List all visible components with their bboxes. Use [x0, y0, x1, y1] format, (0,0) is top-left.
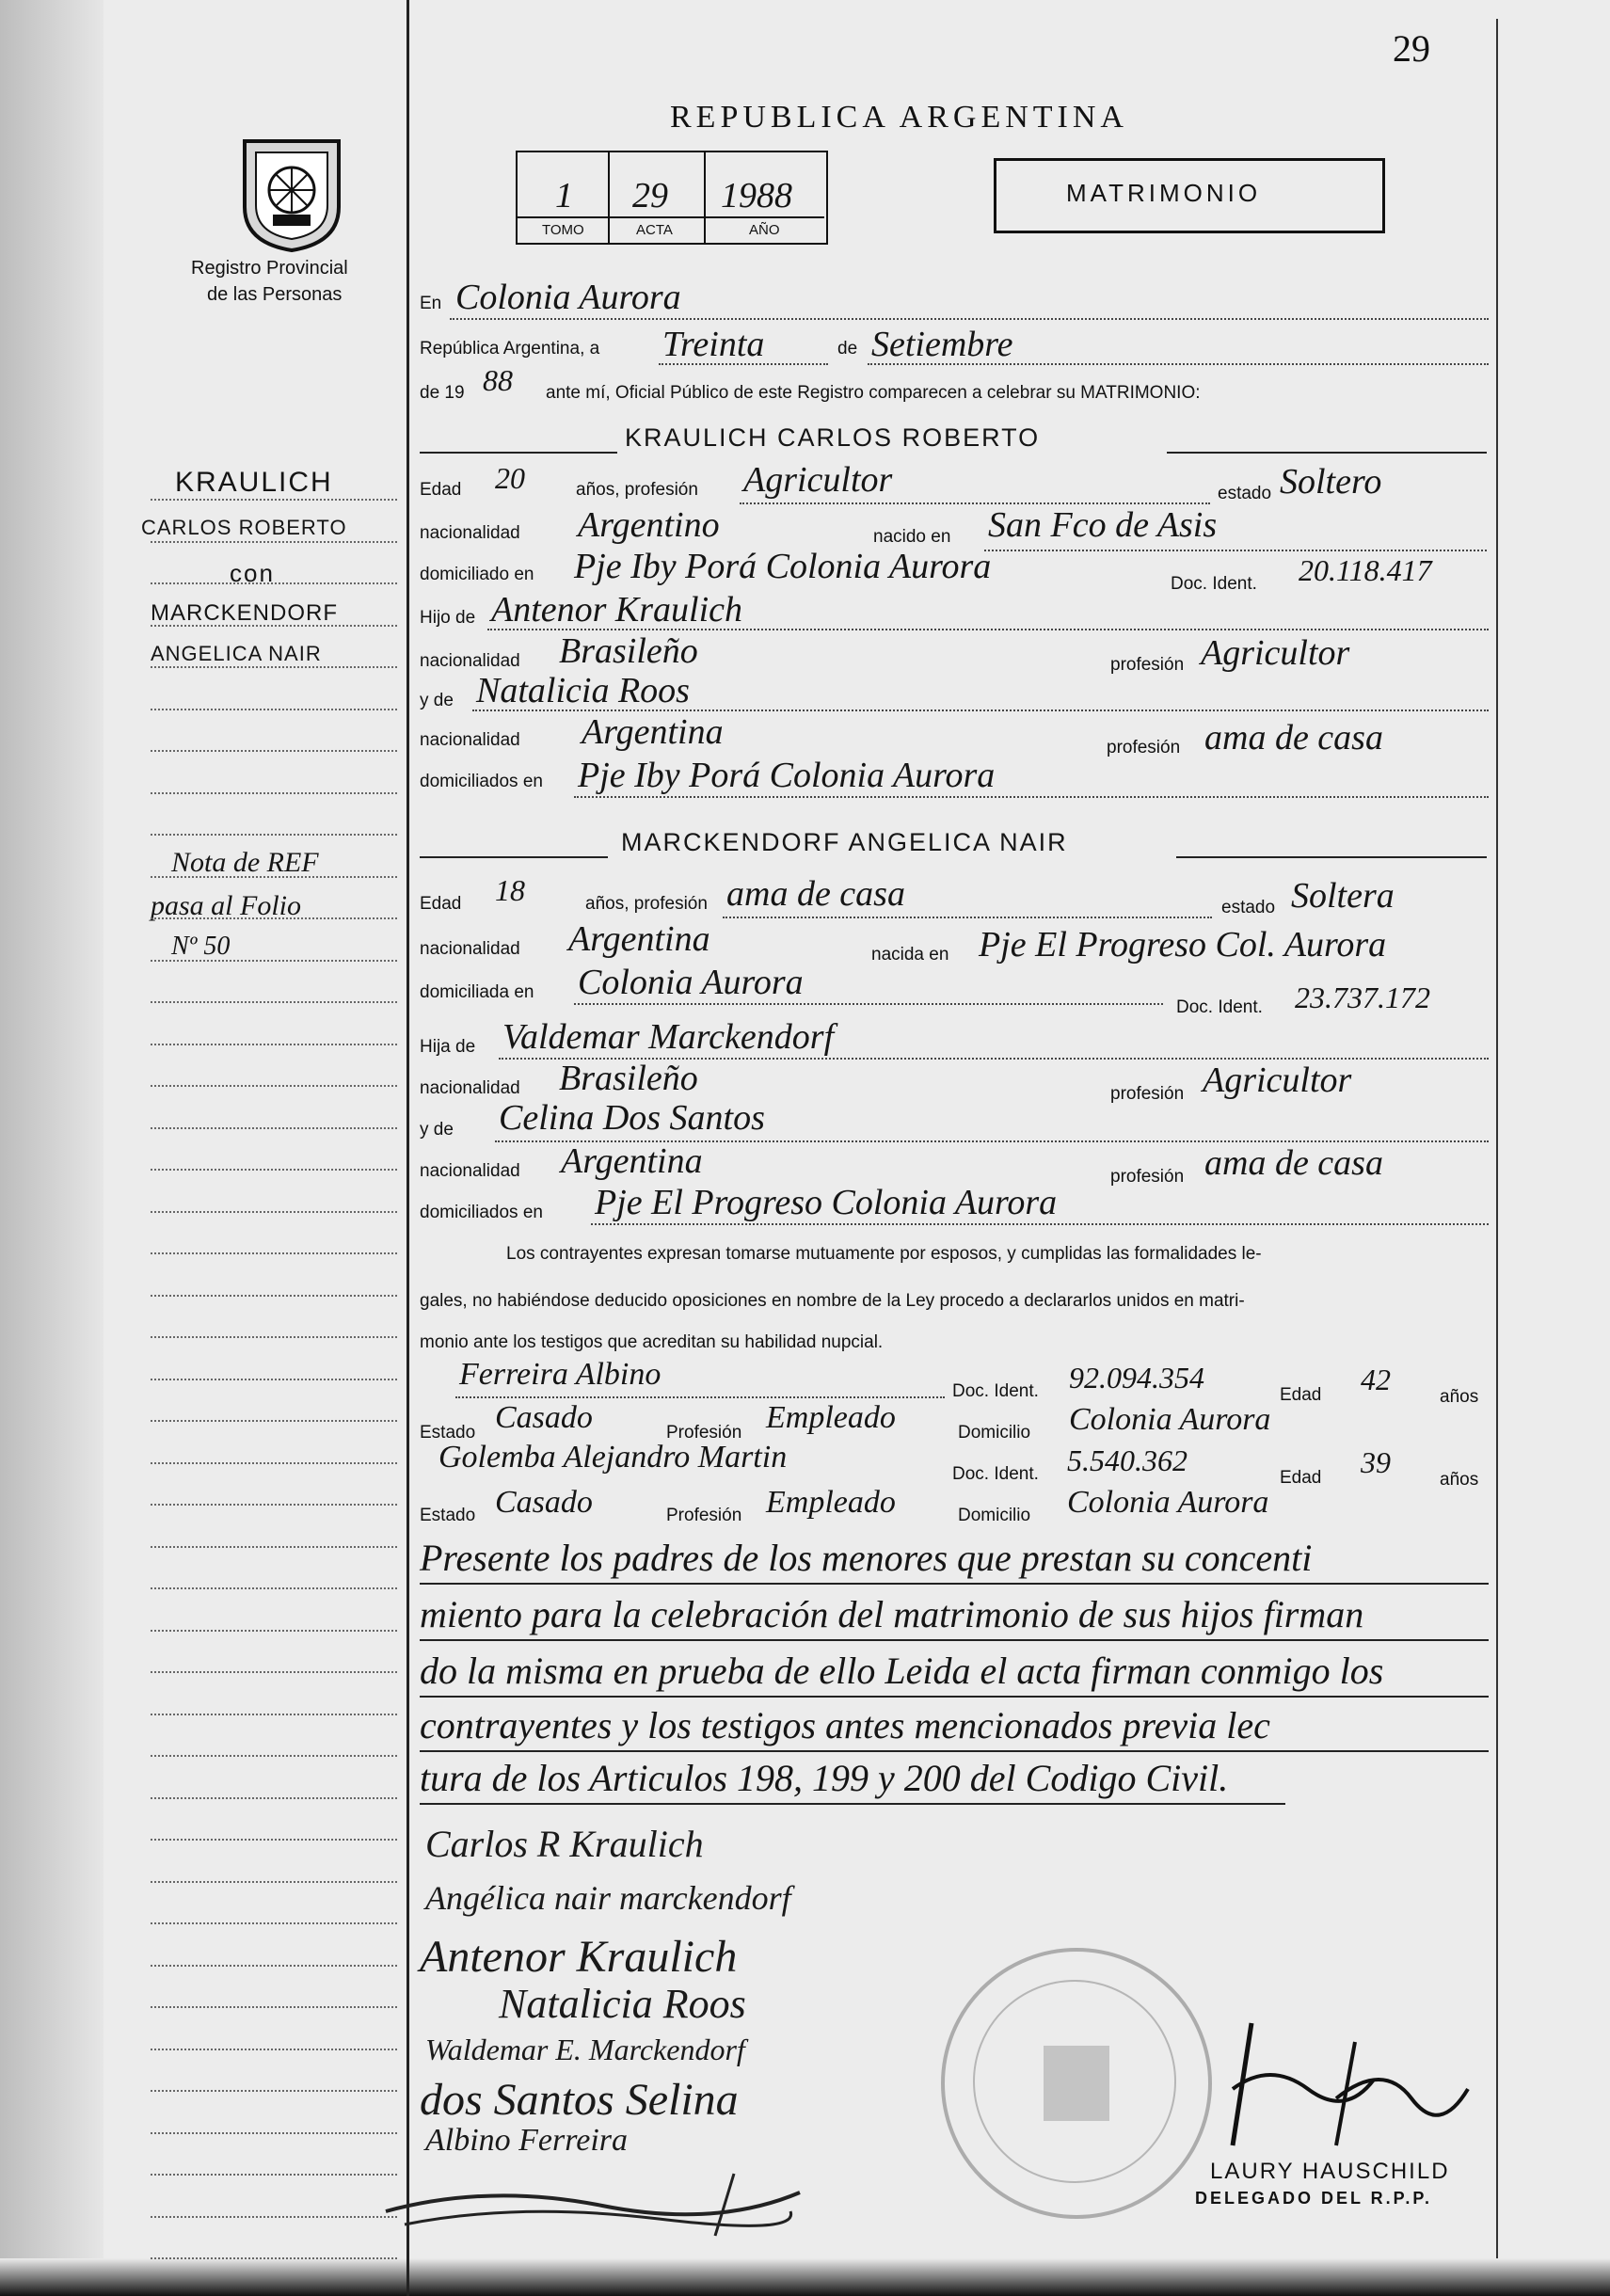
signature-bride-father: Waldemar E. Marckendorf: [425, 2033, 745, 2066]
official-round-stamp: [941, 1948, 1212, 2219]
margin-rule: [151, 499, 397, 501]
witness-label-estado: Estado: [420, 1423, 476, 1443]
province-seal: [235, 132, 348, 254]
header-place: Colonia Aurora: [455, 278, 681, 317]
page-number: 29: [1393, 27, 1430, 70]
margin-note-4: MARCKENDORF: [151, 600, 339, 626]
margin-rule: [151, 1839, 397, 1841]
margin-ref-3: Nº 50: [171, 932, 231, 961]
margin-rule: [151, 1881, 397, 1883]
signature-groom-father: Antenor Kraulich: [420, 1932, 738, 1982]
label-hija-de: Hija de: [420, 1037, 476, 1057]
groom-parents-domicilio: Pje Iby Porá Colonia Aurora: [578, 756, 996, 795]
label-profesion: profesión: [1110, 655, 1185, 675]
witness-label-doc: Doc. Ident.: [952, 1464, 1039, 1484]
groom-father-profesion: Agricultor: [1201, 633, 1350, 673]
label-domiciliados-en: domiciliados en: [420, 772, 543, 791]
margin-rule: [151, 709, 397, 710]
label-profesion: profesión: [1110, 1167, 1185, 1187]
signature-scribble: [376, 2164, 809, 2244]
note-line-5: tura de los Articulos 198, 199 y 200 del Codigo Civil.: [420, 1757, 1229, 1799]
witness-label-estado: Estado: [420, 1506, 476, 1525]
witness-label-domicilio: Domicilio: [958, 1423, 1031, 1443]
margin-rule: [151, 1630, 397, 1632]
margin-rule: [151, 1169, 397, 1171]
witness-2-profesion: Empleado: [766, 1485, 896, 1520]
note-line-2: miento para la celebración del matrimonio de sus hijos firman: [420, 1593, 1364, 1635]
groom-edad: 20: [495, 461, 525, 495]
signature-groom: Carlos R Kraulich: [425, 1823, 704, 1865]
label-domiciliada-en: domiciliada en: [420, 982, 534, 1002]
groom-mother-profesion: ama de casa: [1204, 718, 1383, 757]
stamp-name: LAURY HAUSCHILD: [1210, 2159, 1450, 2184]
bride-mother: Celina Dos Santos: [499, 1098, 765, 1138]
en-label: En: [420, 294, 442, 313]
margin-rule: [151, 2216, 397, 2218]
margin-rule: [151, 1755, 397, 1757]
margin-rule: [151, 2132, 397, 2134]
label-nacido-en: nacido en: [873, 527, 951, 547]
bride-father: Valdemar Marckendorf: [502, 1017, 835, 1057]
registry-line-2: de las Personas: [207, 284, 343, 305]
bride-mother-profesion: ama de casa: [1204, 1143, 1383, 1183]
ante-text: ante mí, Oficial Público de este Registro comparecen a celebrar su MATRIMONIO:: [546, 383, 1201, 403]
margin-rule: [151, 960, 397, 962]
header-month: Setiembre: [871, 325, 1013, 364]
margin-rule: [151, 1797, 397, 1799]
header-day: Treinta: [662, 325, 765, 364]
margin-rule: [151, 917, 397, 919]
margin-rule: [151, 750, 397, 752]
witness-1-domicilio: Colonia Aurora: [1069, 1402, 1271, 1437]
witness-1-doc: 92.094.354: [1069, 1361, 1204, 1395]
groom-father: Antenor Kraulich: [491, 590, 743, 630]
signature-groom-mother: Natalicia Roos: [499, 1981, 746, 2027]
tomo-value: 1: [555, 176, 573, 215]
tomo-label: TOMO: [542, 222, 584, 238]
note-line-3: do la misma en prueba de ello Leida el acta firman conmigo los: [420, 1650, 1384, 1692]
witness-2-doc: 5.540.362: [1067, 1443, 1188, 1477]
note-line-4: contrayentes y los testigos antes mencionados previa lec: [420, 1704, 1270, 1746]
label-nacida-en: nacida en: [871, 945, 949, 965]
margin-rule: [151, 1211, 397, 1213]
witness-label-profesion: Profesión: [666, 1423, 742, 1443]
margin-rule: [151, 1965, 397, 1967]
label-nacionalidad: nacionalidad: [420, 1078, 520, 1098]
label-nacionalidad: nacionalidad: [420, 1161, 520, 1181]
stamp-title: DELEGADO DEL R.P.P.: [1195, 2189, 1433, 2208]
label-profesion: profesión: [1110, 1084, 1185, 1104]
margin-rule: [151, 1546, 397, 1548]
witness-2-estado: Casado: [495, 1485, 593, 1520]
signature-bride: Angélica nair marckendorf: [425, 1879, 791, 1917]
bride-mother-nacionalidad: Argentina: [561, 1141, 703, 1181]
witness-1-name: Ferreira Albino: [459, 1357, 662, 1392]
witness-label-anos: años: [1440, 1387, 1479, 1407]
witness-2-domicilio: Colonia Aurora: [1067, 1485, 1269, 1520]
label-nacionalidad: nacionalidad: [420, 939, 520, 959]
margin-divider: [406, 0, 409, 2296]
groom-name: KRAULICH CARLOS ROBERTO: [625, 423, 1041, 452]
groom-mother: Natalicia Roos: [476, 671, 690, 710]
margin-rule: [151, 1127, 397, 1129]
margin-rule: [151, 1044, 397, 1045]
bride-edad: 18: [495, 873, 525, 907]
witness-2-edad: 39: [1361, 1445, 1391, 1479]
republica-label: República Argentina, a: [420, 339, 600, 359]
groom-mother-nacionalidad: Argentina: [582, 712, 724, 752]
margin-rule: [151, 792, 397, 794]
bride-parents-domicilio: Pje El Progreso Colonia Aurora: [595, 1183, 1058, 1222]
groom-domicilio: Pje Iby Porá Colonia Aurora: [574, 547, 992, 586]
groom-nacionalidad: Argentino: [578, 505, 720, 545]
margin-rule: [151, 2090, 397, 2092]
margin-ref-2: pasa al Folio: [151, 890, 302, 921]
label-nacionalidad: nacionalidad: [420, 730, 520, 750]
margin-rule: [151, 1295, 397, 1297]
declaration-line-2: gales, no habiéndose deducido oposiciones en nombre de la Ley procedo a declararlos unidos en matri-: [420, 1291, 1245, 1311]
year-label: de 19: [420, 383, 465, 403]
groom-nacido-en: San Fco de Asis: [988, 505, 1218, 545]
label-estado: estado: [1221, 898, 1276, 917]
label-anos-profesion: años, profesión: [576, 480, 698, 500]
margin-rule: [151, 2006, 397, 2008]
margin-rule: [151, 1462, 397, 1464]
margin-rule: [151, 666, 397, 668]
label-y-de: y de: [420, 691, 454, 710]
witness-label-edad: Edad: [1280, 1468, 1322, 1488]
bride-domicilio: Colonia Aurora: [578, 963, 804, 1002]
bride-estado: Soltera: [1291, 876, 1395, 916]
country-title: REPUBLICA ARGENTINA: [670, 100, 1128, 135]
bride-doc: 23.737.172: [1295, 981, 1430, 1014]
margin-rule: [151, 1922, 397, 1924]
bride-father-profesion: Agricultor: [1203, 1060, 1352, 1100]
margin-rule: [151, 1714, 397, 1715]
acta-value: 29: [632, 176, 668, 215]
right-border: [1496, 19, 1498, 2258]
official-signature: [1214, 2004, 1477, 2160]
groom-father-nacionalidad: Brasileño: [559, 631, 698, 671]
label-doc-ident: Doc. Ident.: [1171, 574, 1257, 594]
seal-icon: [235, 132, 348, 254]
margin-rule: [151, 541, 397, 543]
label-edad: Edad: [420, 894, 462, 914]
margin-rule: [151, 625, 397, 627]
header-year: 88: [483, 363, 513, 397]
declaration-line-1: Los contrayentes expresan tomarse mutuamente por esposos, y cumplidas las formalidades le-: [506, 1244, 1262, 1264]
margin-rule: [151, 2174, 397, 2176]
ano-label: AÑO: [749, 222, 780, 238]
de-label: de: [837, 339, 858, 359]
label-hijo-de: Hijo de: [420, 608, 476, 628]
margin-rule: [151, 1336, 397, 1338]
margin-rule: [151, 1671, 397, 1673]
margin-rule: [151, 834, 397, 836]
margin-rule: [151, 1504, 397, 1506]
label-nacionalidad: nacionalidad: [420, 651, 520, 671]
label-anos-profesion: años, profesión: [585, 894, 708, 914]
margin-rule: [151, 1252, 397, 1254]
doc-type: MATRIMONIO: [1066, 179, 1262, 207]
note-line-1: Presente los padres de los menores que prestan su concenti: [420, 1537, 1313, 1579]
declaration-line-3: monio ante los testigos que acreditan su habilidad nupcial.: [420, 1332, 884, 1352]
label-y-de: y de: [420, 1120, 454, 1140]
margin-note-2: CARLOS ROBERTO: [141, 516, 347, 539]
witness-2-name: Golemba Alejandro Martin: [438, 1440, 788, 1475]
margin-rule: [151, 1379, 397, 1380]
margin-rule: [151, 1001, 397, 1003]
groom-doc: 20.118.417: [1299, 553, 1432, 587]
label-edad: Edad: [420, 480, 462, 500]
label-domiciliados-en: domiciliados en: [420, 1203, 543, 1222]
label-profesion: profesión: [1107, 738, 1181, 757]
margin-rule: [151, 2257, 397, 2259]
bride-father-nacionalidad: Brasileño: [559, 1059, 698, 1098]
label-nacionalidad: nacionalidad: [420, 523, 520, 543]
bride-nacida-en: Pje El Progreso Col. Aurora: [979, 925, 1387, 965]
label-estado: estado: [1218, 484, 1272, 503]
signature-bride-mother: dos Santos Selina: [420, 2075, 739, 2125]
margin-rule: [151, 876, 397, 878]
witness-1-estado: Casado: [495, 1400, 593, 1435]
witness-label-domicilio: Domicilio: [958, 1506, 1031, 1525]
bride-name: MARCKENDORF ANGELICA NAIR: [621, 828, 1068, 856]
bride-nacionalidad: Argentina: [568, 919, 710, 959]
margin-note-5: ANGELICA NAIR: [151, 642, 322, 665]
groom-estado: Soltero: [1280, 462, 1382, 502]
ano-value: 1988: [721, 176, 792, 215]
margin-rule: [151, 582, 397, 584]
margin-note-3: con: [230, 559, 275, 587]
groom-profesion: Agricultor: [743, 460, 893, 500]
witness-1-edad: 42: [1361, 1363, 1391, 1396]
witness-label-anos: años: [1440, 1470, 1479, 1490]
label-doc-ident: Doc. Ident.: [1176, 997, 1263, 1017]
margin-note-1: KRAULICH: [175, 467, 333, 498]
witness-label-doc: Doc. Ident.: [952, 1381, 1039, 1401]
margin-rule: [151, 1420, 397, 1422]
margin-rule: [151, 2049, 397, 2050]
signature-witness: Albino Ferreira: [425, 2123, 628, 2158]
witness-1-profesion: Empleado: [766, 1400, 896, 1435]
margin-rule: [151, 1587, 397, 1589]
label-domiciliado-en: domiciliado en: [420, 565, 534, 584]
margin-ref-1: Nota de REF: [171, 847, 319, 878]
bride-profesion: ama de casa: [726, 874, 905, 914]
witness-label-profesion: Profesión: [666, 1506, 742, 1525]
registry-line-1: Registro Provincial: [191, 258, 348, 279]
acta-label: ACTA: [636, 222, 673, 238]
witness-label-edad: Edad: [1280, 1385, 1322, 1405]
margin-rule: [151, 1085, 397, 1087]
